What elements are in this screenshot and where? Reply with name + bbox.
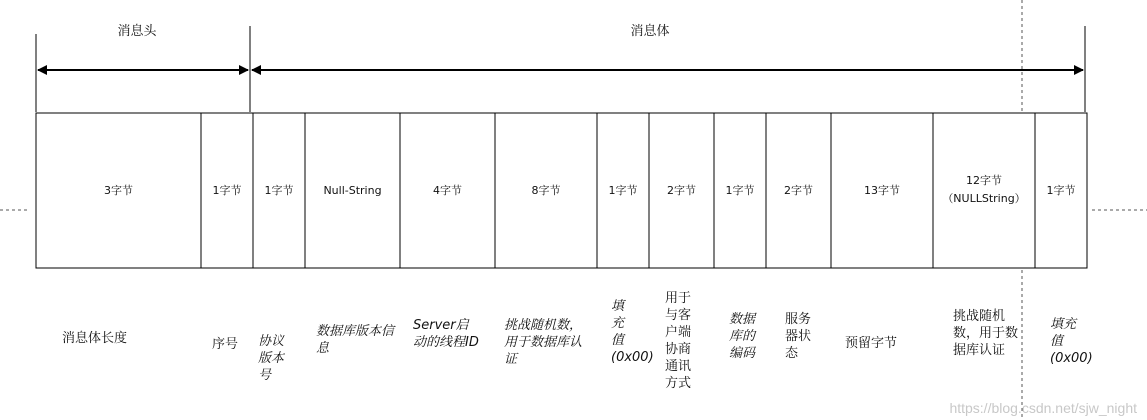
field-description: Server启动的线程ID [413,318,479,350]
field-description: 服务器状态 [785,312,812,361]
field-description: 消息体长度 [62,331,128,346]
field-cell-12 [933,113,1035,268]
field-size-sublabel: （NULLString） [942,192,1026,205]
field-size-label: 8字节 [531,184,561,197]
field-description: 数据库的编码 [729,312,756,361]
field-size-label: 13字节 [864,184,900,197]
field-description: 预留字节 [845,336,898,351]
header-section-label: 消息头 [117,24,157,39]
field-size-label: Null-String [323,184,382,197]
field-description: 填充值(0x00) [611,299,654,365]
field-description: 填充值(0x00) [1050,317,1093,366]
body-section-label: 消息体 [630,24,670,39]
field-size-label: 3字节 [104,184,133,197]
field-description: 协议版本号 [258,334,285,383]
field-size-label: 1字节 [725,184,755,197]
field-description: 用于与客户端协商通讯方式 [665,291,692,391]
field-size-label: 12字节 [966,174,1002,187]
field-size-label: 1字节 [212,184,242,197]
field-size-label: 2字节 [667,184,696,197]
field-size-label: 4字节 [433,184,462,197]
field-cells [36,113,1087,268]
field-size-label: 1字节 [1046,184,1076,197]
field-description: 序号 [212,337,239,352]
field-description: 数据库版本信息 [316,324,395,356]
watermark: https://blog.csdn.net/sjw_night [949,400,1137,416]
field-size-label: 2字节 [784,184,813,197]
field-size-label: 1字节 [264,184,294,197]
field-size-label: 1字节 [608,184,638,197]
field-description: 挑战随机数，用于数据库认证 [504,318,583,367]
field-description: 挑战随机数，用于数据库认证 [953,309,1019,358]
